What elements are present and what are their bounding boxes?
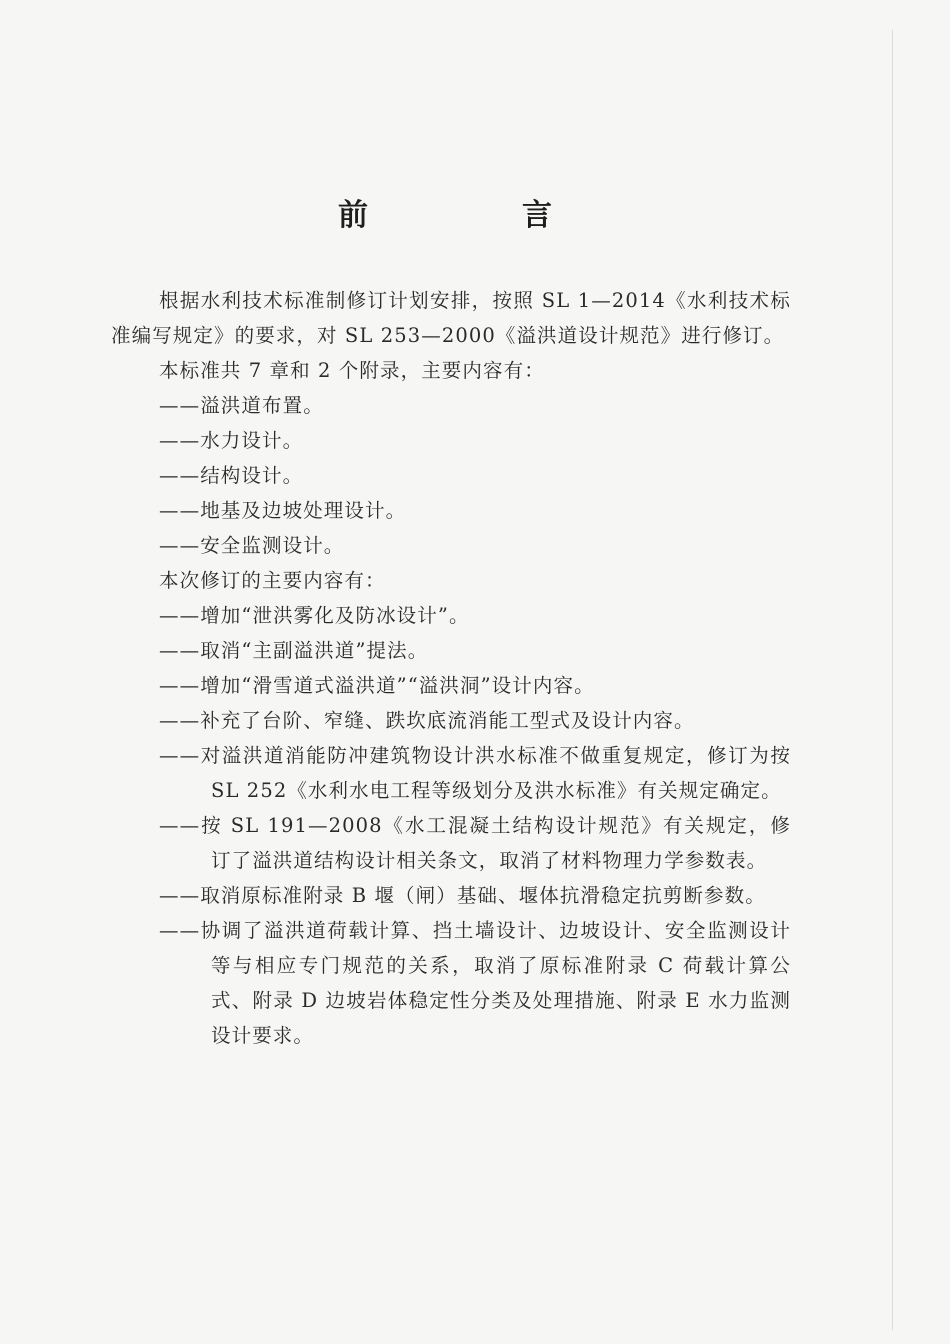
page-title: 前 言 <box>338 198 614 233</box>
overview-item: ——溢洪道布置。 <box>159 394 324 417</box>
revision-item: ——增加“滑雪道式溢洪道”“溢洪洞”设计内容。 <box>159 674 595 697</box>
intro-paragraph: 根据水利技术标准制修订计划安排，按照 SL 1—2014《水利技术标准编写规定》的要求，对 SL 253—2000《溢洪道设计规范》进行修订。 <box>111 289 791 347</box>
revision-item: ——取消原标准附录 B 堰（闸）基础、堰体抗滑稳定抗剪断参数。 <box>159 884 766 907</box>
revision-item: ——取消“主副溢洪道”提法。 <box>159 639 429 662</box>
revision-item: ——对溢洪道消能防冲建筑物设计洪水标准不做重复规定，修订为按 SL 252《水利水电工程等级划分及洪水标准》有关规定确定。 <box>159 744 791 802</box>
overview-item: ——地基及边坡处理设计。 <box>159 499 407 522</box>
overview-lead: 本标准共 7 章和 2 个附录，主要内容有： <box>159 359 545 382</box>
overview-item: ——水力设计。 <box>159 429 304 452</box>
revision-item: ——按 SL 191—2008《水工混凝土结构设计规范》有关规定，修订了溢洪道结构设计相关条文，取消了材料物理力学参数表。 <box>159 814 791 872</box>
foreword-body <box>111 283 791 1053</box>
revision-lead: 本次修订的主要内容有： <box>159 569 386 592</box>
overview-item: ——安全监测设计。 <box>159 534 345 557</box>
revision-item: ——协调了溢洪道荷载计算、挡土墙设计、边坡设计、安全监测设计等与相应专门规范的关系，取消了原标准附录 C 荷载计算公式、附录 D 边坡岩体稳定性分类及处理措施、附录 E 水力监测设计要求。 <box>159 919 791 1047</box>
revision-item: ——增加“泄洪雾化及防冰设计”。 <box>159 604 470 627</box>
overview-item: ——结构设计。 <box>159 464 304 487</box>
revision-item: ——补充了台阶、窄缝、跌坎底流消能工型式及设计内容。 <box>159 709 695 732</box>
page-edge-line <box>892 30 893 1330</box>
